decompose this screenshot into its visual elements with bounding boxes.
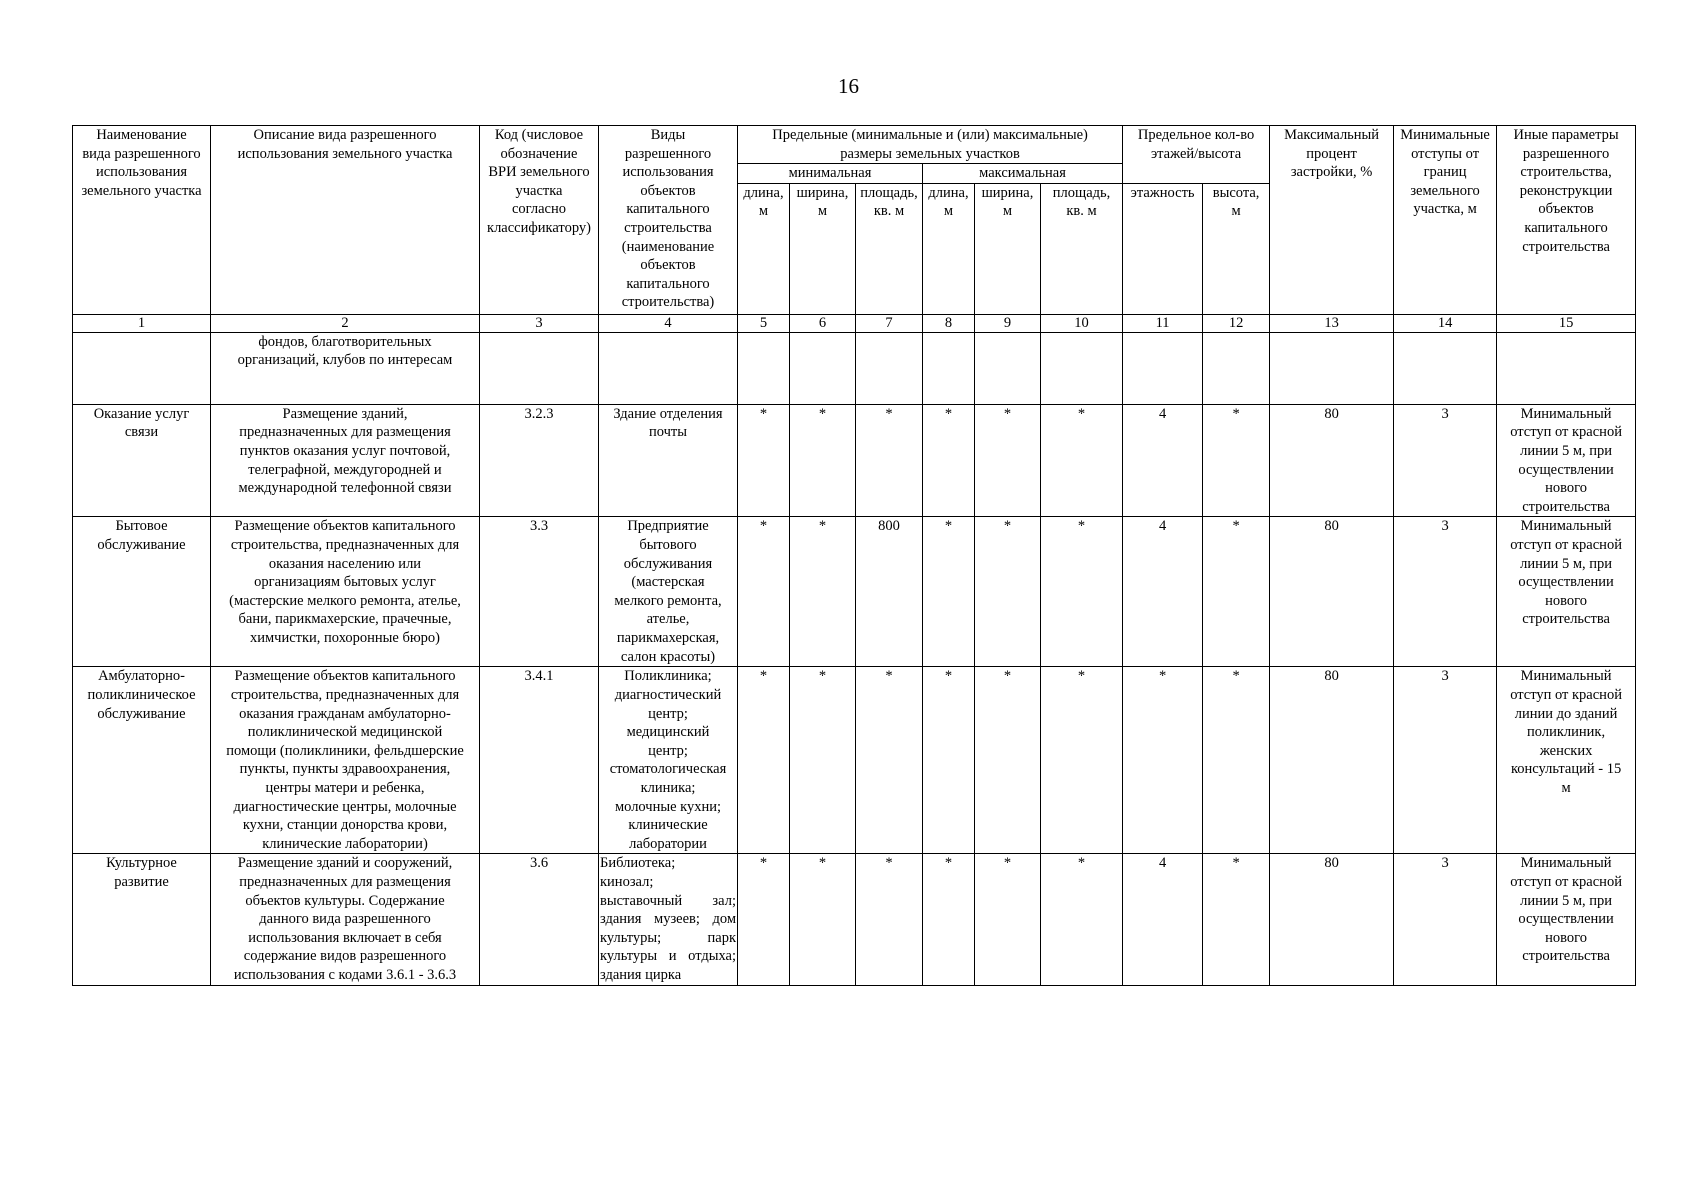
- cell-value: 3: [1394, 404, 1497, 517]
- other-params: [1497, 332, 1636, 404]
- land-use-name: Оказание услуг связи: [73, 404, 211, 517]
- land-use-code: 3.6: [480, 854, 599, 985]
- header-max-area: площадь, кв. м: [1041, 183, 1123, 314]
- cell-value: *: [856, 854, 923, 985]
- header-min-setbacks: Минимальные отступы от границ земельного участка, м: [1394, 126, 1497, 315]
- land-use-code: 3.3: [480, 517, 599, 667]
- cell-value: 4: [1123, 854, 1203, 985]
- cell-value: *: [1041, 404, 1123, 517]
- cell-value: *: [975, 517, 1041, 667]
- header-floors: этажность: [1123, 183, 1203, 314]
- cell-value: *: [1041, 517, 1123, 667]
- header-minimum: минимальная: [738, 164, 923, 184]
- cell-value: *: [923, 667, 975, 854]
- land-use-name: Культурное развитие: [73, 854, 211, 985]
- cell-value: *: [923, 854, 975, 985]
- cell-value: *: [1123, 667, 1203, 854]
- other-params: Минимальный отступ от красной линии до зданий поликлиник, женских консультаций - 15 м: [1497, 667, 1636, 854]
- table-row: [73, 854, 1636, 985]
- column-number: 6: [790, 314, 856, 332]
- column-number: 10: [1041, 314, 1123, 332]
- header-object-types: Виды разрешенного использования объектов капитального строительства (наименование объектов капитального строительства): [599, 126, 738, 315]
- table-row: [73, 517, 1636, 667]
- cell-value: 4: [1123, 404, 1203, 517]
- column-number: 8: [923, 314, 975, 332]
- page-number: 16: [838, 74, 859, 98]
- land-use-name: Бытовое обслуживание: [73, 517, 211, 667]
- cell-value: *: [975, 667, 1041, 854]
- cell-value: *: [856, 404, 923, 517]
- land-use-code: [480, 332, 599, 404]
- object-types: [599, 332, 738, 404]
- cell-value: *: [790, 404, 856, 517]
- cell-value: *: [975, 404, 1041, 517]
- cell-value: *: [1203, 854, 1270, 985]
- object-type-line: культуры; парк: [600, 929, 736, 946]
- cell-value: *: [975, 854, 1041, 985]
- cell-value: *: [923, 517, 975, 667]
- cell-value: *: [1041, 854, 1123, 985]
- column-number: 3: [480, 314, 599, 332]
- other-params: Минимальный отступ от красной линии 5 м, при осуществлении нового строительства: [1497, 517, 1636, 667]
- header-max-length: длина, м: [923, 183, 975, 314]
- header-plot-size-limits: Предельные (минимальные и (или) максимальные) размеры земельных участков: [738, 126, 1123, 164]
- header-land-use-name: Наименование вида разрешенного использования земельного участка: [73, 126, 211, 315]
- header-max-width: ширина, м: [975, 183, 1041, 314]
- header-code: Код (числовое обозначение ВРИ земельного участка согласно классификатору): [480, 126, 599, 315]
- cell-value: [975, 332, 1041, 404]
- cell-value: *: [738, 667, 790, 854]
- cell-value: [1270, 332, 1394, 404]
- cell-value: *: [923, 404, 975, 517]
- cell-value: *: [1041, 667, 1123, 854]
- other-params: Минимальный отступ от красной линии 5 м, при осуществлении нового строительства: [1497, 404, 1636, 517]
- cell-value: 3: [1394, 517, 1497, 667]
- header-min-width: ширина, м: [790, 183, 856, 314]
- cell-value: [923, 332, 975, 404]
- land-use-code: 3.2.3: [480, 404, 599, 517]
- land-use-description: фондов, благотворительных организаций, клубов по интересам: [211, 332, 480, 404]
- object-type-line: здания цирка: [600, 966, 682, 983]
- cell-value: *: [1203, 667, 1270, 854]
- cell-value: 80: [1270, 404, 1394, 517]
- cell-value: [790, 332, 856, 404]
- land-use-code: 3.4.1: [480, 667, 599, 854]
- cell-value: *: [738, 404, 790, 517]
- header-maximum: максимальная: [923, 164, 1123, 184]
- cell-value: [1394, 332, 1497, 404]
- object-types: Предприятие бытового обслуживания (мастерская мелкого ремонта, ателье, парикмахерская, салон красоты): [599, 517, 738, 667]
- land-use-name: [73, 332, 211, 404]
- column-number: 2: [211, 314, 480, 332]
- table-row: [73, 667, 1636, 854]
- object-type-line: культуры и отдыха;: [600, 948, 736, 965]
- land-use-name: Амбулаторно- поликлиническое обслуживание: [73, 667, 211, 854]
- land-use-description: Размещение зданий, предназначенных для размещения пунктов оказания услуг почтовой, телеграфной, междугородней и международной телефонной связи: [211, 404, 480, 517]
- land-use-description: Размещение объектов капитального строительства, предназначенных для оказания населению или организациям бытовых услуг (мастерские мелкого ремонта, ателье, бани, парикмахерские, прачечные, химчистки, похоронные бюро): [211, 517, 480, 667]
- cell-value: *: [738, 517, 790, 667]
- header-max-coverage: Максимальный процент застройки, %: [1270, 126, 1394, 315]
- cell-value: [1041, 332, 1123, 404]
- column-number: 5: [738, 314, 790, 332]
- object-type-line: Библиотека;: [600, 855, 676, 872]
- cell-value: 80: [1270, 854, 1394, 985]
- cell-value: *: [1203, 404, 1270, 517]
- land-use-table: [72, 125, 1636, 986]
- cell-value: *: [856, 667, 923, 854]
- cell-value: 3: [1394, 667, 1497, 854]
- other-params: Минимальный отступ от красной линии 5 м, при осуществлении нового строительства: [1497, 854, 1636, 985]
- header-min-area: площадь, кв. м: [856, 183, 923, 314]
- cell-value: *: [1203, 517, 1270, 667]
- column-number: 1: [73, 314, 211, 332]
- column-number-row: [73, 314, 1636, 332]
- column-number: 12: [1203, 314, 1270, 332]
- object-types: Здание отделения почты: [599, 404, 738, 517]
- column-number: 11: [1123, 314, 1203, 332]
- header-description: Описание вида разрешенного использования земельного участка: [211, 126, 480, 315]
- cell-value: 3: [1394, 854, 1497, 985]
- cell-value: [738, 332, 790, 404]
- column-number: 9: [975, 314, 1041, 332]
- cell-value: [1123, 332, 1203, 404]
- table-row: [73, 332, 1636, 404]
- land-use-description: Размещение объектов капитального строительства, предназначенных для оказания гражданам амбулаторно- поликлинической медицинской помощи (поликлиники, фельдшерские пункты, пункты здравоохранения, центры матери и ребенка, диагностические центры, молочные кухни, станции донорства крови, клинические лаборатории): [211, 667, 480, 854]
- cell-value: [1203, 332, 1270, 404]
- cell-value: *: [738, 854, 790, 985]
- table-row: [73, 404, 1636, 517]
- header-height: высота, м: [1203, 183, 1270, 314]
- header-min-length: длина, м: [738, 183, 790, 314]
- header-other-params: Иные параметры разрешенного строительства, реконструкции объектов капитального строительства: [1497, 126, 1636, 315]
- object-type-line: выставочный зал;: [600, 892, 736, 909]
- header-floor-limits: Предельное кол-во этажей/высота: [1123, 126, 1270, 184]
- object-types: [599, 854, 738, 985]
- cell-value: 80: [1270, 517, 1394, 667]
- column-number: 13: [1270, 314, 1394, 332]
- cell-value: *: [790, 667, 856, 854]
- land-use-description: Размещение зданий и сооружений, предназначенных для размещения объектов культуры. Содержание данного вида разрешенного использования включает в себя содержание видов разрешенного использования с кодами 3.6.1 - 3.6.3: [211, 854, 480, 985]
- cell-value: 80: [1270, 667, 1394, 854]
- column-number: 4: [599, 314, 738, 332]
- object-type-line: кинозал;: [600, 873, 654, 890]
- column-number: 14: [1394, 314, 1497, 332]
- cell-value: [856, 332, 923, 404]
- cell-value: *: [790, 517, 856, 667]
- object-type-line: здания музеев; дом: [600, 911, 736, 928]
- cell-value: 4: [1123, 517, 1203, 667]
- cell-value: 800: [856, 517, 923, 667]
- column-number: 15: [1497, 314, 1636, 332]
- column-number: 7: [856, 314, 923, 332]
- cell-value: *: [790, 854, 856, 985]
- object-types: Поликлиника; диагностический центр; медицинский центр; стоматологическая клиника; молочные кухни; клинические лаборатории: [599, 667, 738, 854]
